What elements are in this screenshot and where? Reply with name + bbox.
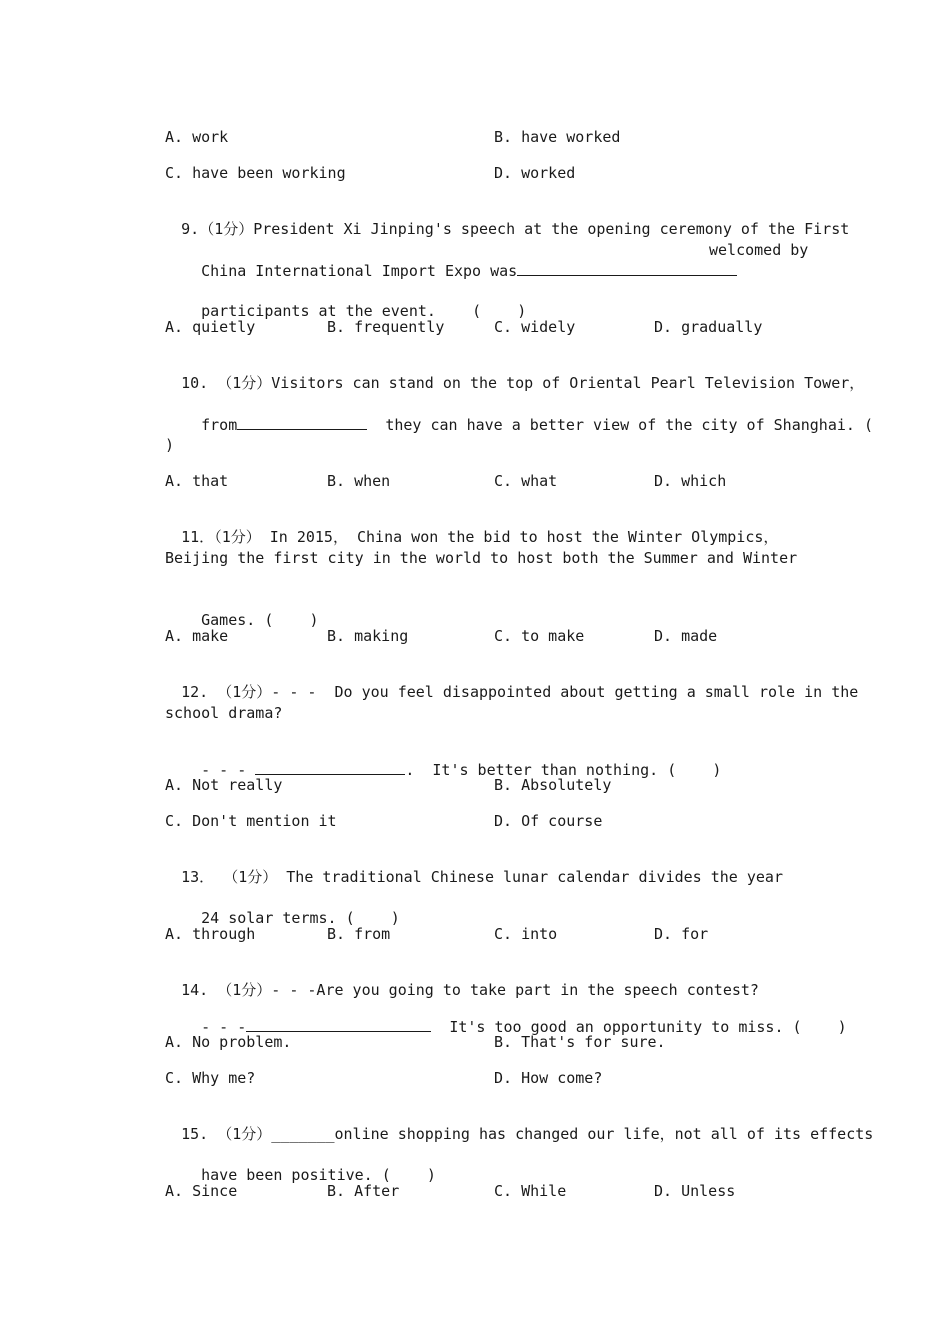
- q10-option-b[interactable]: B. when: [327, 472, 391, 490]
- q10-text-2b: they can have a better view of the city of Shanghai. (: [385, 416, 873, 434]
- q15-number: 15.: [181, 1125, 209, 1143]
- q13-paren[interactable]: ( ): [345, 909, 400, 927]
- q10-score: （1分）: [217, 374, 272, 392]
- q8-option-a[interactable]: A. work: [165, 128, 229, 146]
- q10-option-d[interactable]: D. which: [654, 472, 727, 490]
- q12-number: 12.: [181, 683, 209, 701]
- q11-option-a[interactable]: A. make: [165, 627, 229, 645]
- q11-text-3: Games.: [201, 611, 256, 629]
- q9-option-a[interactable]: A. quietly: [165, 318, 256, 336]
- q14-answer-blank[interactable]: [246, 1016, 431, 1032]
- q14-score: （1分）: [217, 981, 272, 999]
- q9-text-3: participants at the event.: [201, 302, 436, 320]
- q14-text: - - -Are you going to take part in the speech contest?: [271, 981, 759, 999]
- q14-option-b[interactable]: B. That's for sure.: [494, 1033, 666, 1051]
- q13-option-b[interactable]: B. from: [327, 925, 391, 943]
- q13-text-2: 24 solar terms.: [201, 909, 337, 927]
- q9-line2-end: welcomed by: [709, 241, 809, 259]
- q9-option-d[interactable]: D. gradually: [654, 318, 763, 336]
- q9-text: President Xi Jinping's speech at the opening ceremony of the First: [253, 220, 850, 238]
- q10-number: 10.: [181, 374, 209, 392]
- q12-line2: school drama?: [165, 704, 283, 722]
- q12-answer-blank[interactable]: [255, 759, 405, 775]
- q12-text: - - - Do you feel disappointed about getting a small role in the: [271, 683, 859, 701]
- q15-option-a[interactable]: A. Since: [165, 1182, 238, 1200]
- q9-option-c[interactable]: C. widely: [494, 318, 576, 336]
- q15-answer-blank[interactable]: _______: [271, 1125, 335, 1143]
- q14-text-2: It's too good an opportunity to miss.: [449, 1018, 784, 1036]
- q11-line2: Beijing the first city in the world to host both the Summer and Winter: [165, 549, 798, 567]
- q12-option-a[interactable]: A. Not really: [165, 776, 283, 794]
- q12-option-d[interactable]: D. Of course: [494, 812, 603, 830]
- q8-option-d[interactable]: D. worked: [494, 164, 576, 182]
- q8-option-c[interactable]: C. have been working: [165, 164, 346, 182]
- q15-score: （1分）: [217, 1125, 272, 1143]
- q9-text-2: China International Import Expo was: [201, 262, 518, 280]
- q15-option-d[interactable]: D. Unless: [654, 1182, 736, 1200]
- q13-text: The traditional Chinese lunar calendar divides the year: [286, 868, 783, 886]
- q13-option-a[interactable]: A. through: [165, 925, 256, 943]
- q9-option-b[interactable]: B. frequently: [327, 318, 445, 336]
- q10-answer-blank[interactable]: [237, 414, 367, 430]
- q11-option-b[interactable]: B. making: [327, 627, 409, 645]
- q10-option-c[interactable]: C. what: [494, 472, 558, 490]
- q9-number: 9.: [181, 220, 200, 238]
- q12-paren[interactable]: ( ): [667, 761, 722, 779]
- q11-score: （1分）: [214, 528, 261, 546]
- q14-option-c[interactable]: C. Why me?: [165, 1069, 256, 1087]
- q14-number: 14.: [181, 981, 209, 999]
- q14-option-d[interactable]: D. How come?: [494, 1069, 603, 1087]
- q14-dashes: - - -: [201, 1018, 247, 1036]
- q11-paren[interactable]: ( ): [264, 611, 319, 629]
- q11-option-c[interactable]: C. to make: [494, 627, 585, 645]
- q9-answer-blank[interactable]: [517, 260, 737, 276]
- q9-paren[interactable]: ( ): [472, 302, 527, 320]
- q15-text: online shopping has changed our life，not all of its effects: [334, 1125, 874, 1143]
- q8-option-b[interactable]: B. have worked: [494, 128, 621, 146]
- q15-option-c[interactable]: C. While: [494, 1182, 567, 1200]
- q11-number: 11．: [181, 528, 215, 546]
- q13-option-c[interactable]: C. into: [494, 925, 558, 943]
- q12-dashes: - - -: [201, 761, 247, 779]
- q12-score: （1分）: [217, 683, 272, 701]
- q9-score: （1分）: [199, 220, 254, 238]
- q10-option-a[interactable]: A. that: [165, 472, 229, 490]
- q12-text-3: . It's better than nothing.: [405, 761, 659, 779]
- q15-text-2: have been positive.: [201, 1166, 373, 1184]
- q13-score: （1分）: [223, 868, 278, 886]
- q12-option-c[interactable]: C. Don't mention it: [165, 812, 337, 830]
- q15-option-b[interactable]: B. After: [327, 1182, 400, 1200]
- q14-option-a[interactable]: A. No problem.: [165, 1033, 292, 1051]
- q11-text: In 2015， China won the bid to host the Winter Olympics，: [269, 528, 779, 546]
- q12-option-b[interactable]: B. Absolutely: [494, 776, 612, 794]
- q15-paren[interactable]: ( ): [381, 1166, 436, 1184]
- q10-text-2a: from: [201, 416, 238, 434]
- q10-line2: [165, 394, 873, 455]
- q10-text: Visitors can stand on the top of Oriental Pearl Television Tower，: [271, 374, 865, 392]
- q10-line3[interactable]: ): [165, 436, 175, 454]
- q14-paren[interactable]: ( ): [792, 1018, 847, 1036]
- q11-option-d[interactable]: D. made: [654, 627, 718, 645]
- q13-number: 13．: [181, 868, 215, 886]
- q13-option-d[interactable]: D. for: [654, 925, 709, 943]
